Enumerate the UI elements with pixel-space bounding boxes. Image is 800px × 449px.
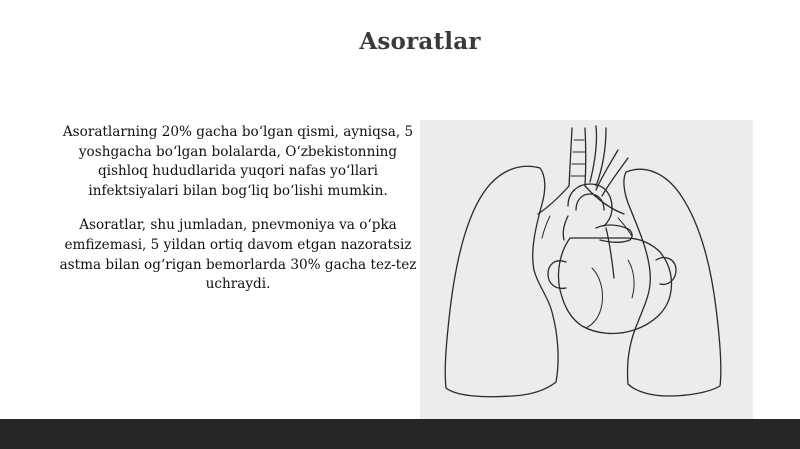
- paragraph-1: Asoratlarning 20% gacha boʻlgan qismi, ayniqsa, 5 yoshgacha boʻlgan bolalarda, Oʻzbekistonning qishloq hududlarida yuqori nafas yoʻllari infektsiyalari bilan bogʻliq boʻlishi mumkin.: [62, 124, 414, 199]
- paragraph-2: Asoratlar, shu jumladan, pnevmoniya va oʻpka emfizemasi, 5 yildan ortiq davom etgan nazoratsiz astma bilan ogʻrigan bemorlarda 30% gacha tez-tez uchraydi.: [59, 217, 417, 293]
- footer-bar: [0, 419, 800, 449]
- slide-title: Asoratlar: [359, 28, 481, 55]
- slide-body: [52, 123, 424, 295]
- lungs-heart-icon: [420, 120, 753, 419]
- lungs-heart-illustration: [420, 120, 753, 419]
